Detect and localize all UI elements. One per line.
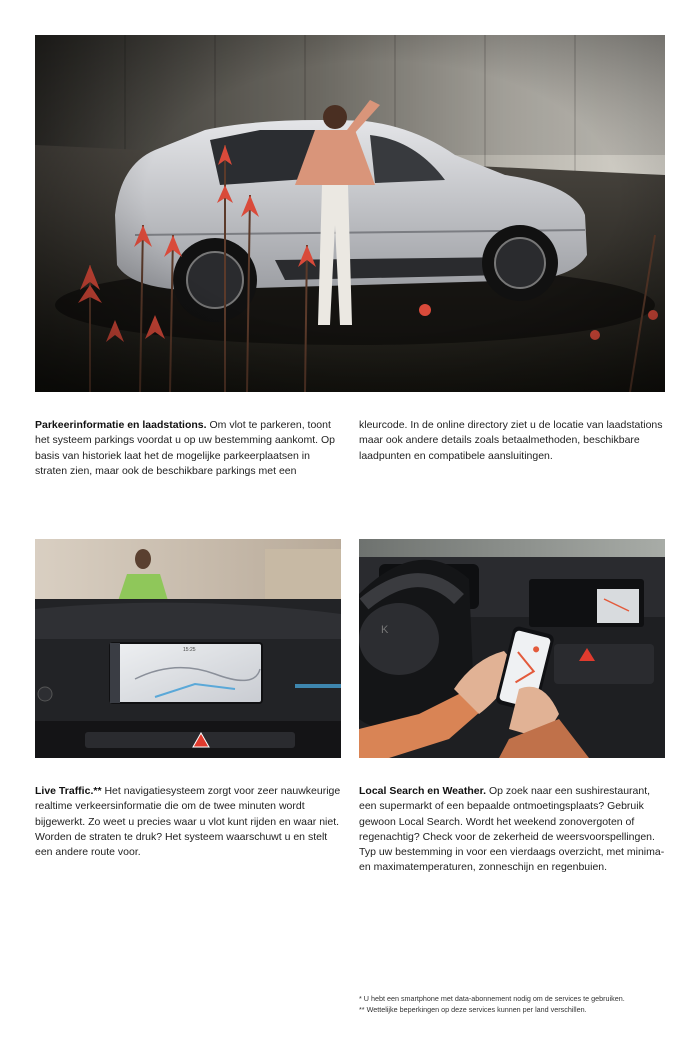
parking-text: Om vlot te parkeren, toont het systeem parkings voordat u op uw bestemming aankomt. Op basis van historiek laat het de mogelijke parkeerplaatsen in straten zien, maar ook de beschikbare parkings met een [35, 419, 335, 477]
local-search-description [359, 784, 669, 876]
live-traffic-title: Live Traffic.** [35, 785, 102, 797]
svg-text:K: K [381, 624, 389, 636]
nav-time: 15:25 [183, 647, 196, 653]
live-traffic-description [35, 784, 345, 860]
footnote-1: * U hebt een smartphone met data-abonnement nodig om de services te gebruiken. [359, 994, 625, 1003]
hero-car-photo [35, 35, 665, 392]
navigation-screen-photo [35, 539, 341, 758]
footnote-2: ** Wettelijke beperkingen op deze services kunnen per land verschillen. [359, 1005, 587, 1014]
local-search-text: Op zoek naar een sushirestaurant, een supermarkt of een bepaalde ontmoetingsplaats? Gebruik gewoon Local Search. Wordt het weekend zonovergoten of regenachtig? Check voor de zekerheid de weersvoorspellingen. Typ uw bestemming in voor een vierdaags overzicht, met minima- en maximatemperaturen, zonneschijn en regenbuien. [359, 785, 665, 874]
footnotes [359, 993, 669, 1015]
smartphone-photo [359, 539, 665, 758]
parking-description-continued: kleurcode. In de online directory ziet u de locatie van laadstations maar ook andere details zoals betaalmethoden, beschikbare laadpunten en compatibele aansluitingen. [359, 419, 663, 462]
parking-title: Parkeerinformatie en laadstations. [35, 419, 207, 431]
parking-description [35, 418, 341, 479]
live-traffic-text: Het navigatiesysteem zorgt voor zeer nauwkeurige realtime verkeersinformatie die om de twee minuten wordt bijgewerkt. Zo weet u precies waar u vlot kunt rijden en waar niet. Worden de straten te druk? Het systeem waarschuwt u en stelt een andere route voor. [35, 785, 341, 859]
local-search-title: Local Search en Weather. [359, 785, 487, 797]
